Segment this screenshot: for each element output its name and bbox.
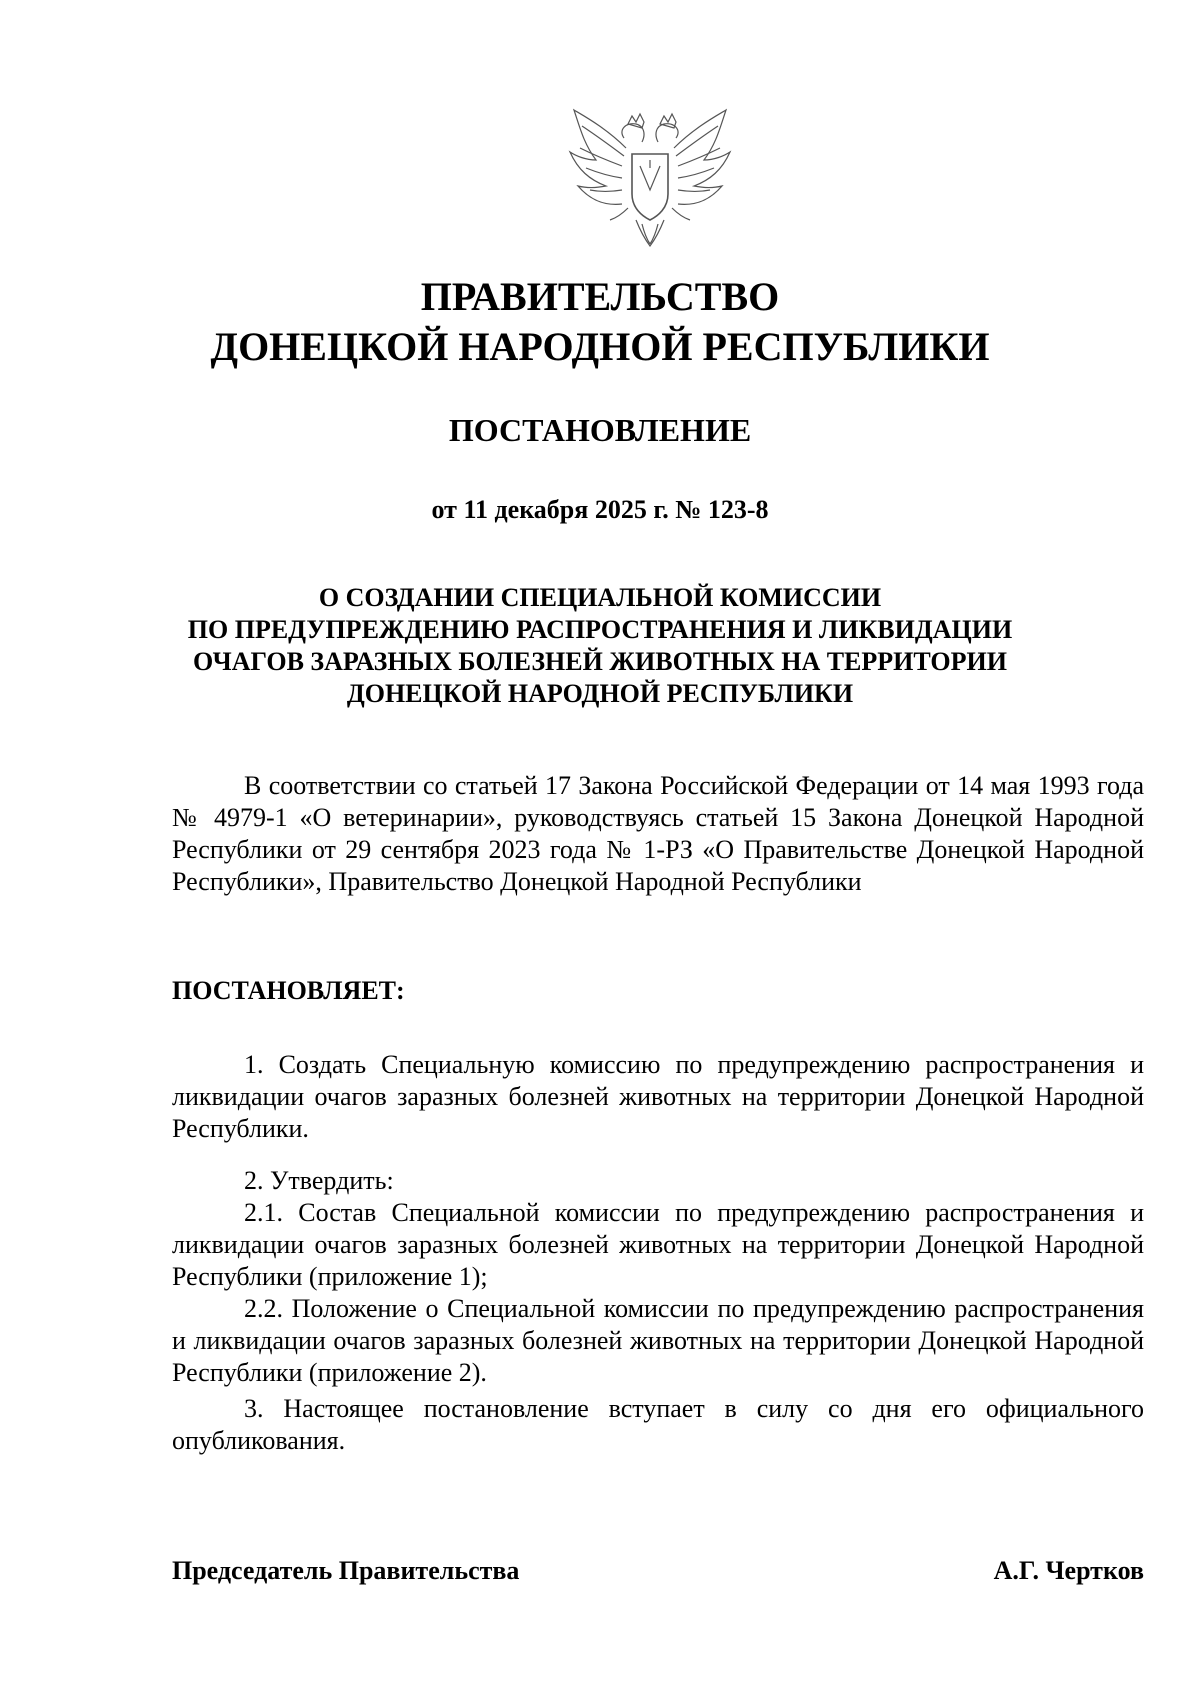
subject-line-1: О СОЗДАНИИ СПЕЦИАЛЬНОЙ КОМИССИИ (318, 583, 882, 612)
item-1-paragraph: 1. Создать Специальную комиссию по предупреждению распространения и ликвидации очагов заразных болезней животных на территории Донецкой Народной Республики. (172, 1050, 1144, 1143)
document-date-number: от 11 декабря 2025 г. № 123-8 (431, 495, 769, 524)
subject-line-4: ДОНЕЦКОЙ НАРОДНОЙ РЕСПУБЛИКИ (346, 679, 854, 708)
item-2-1-paragraph: 2.1. Состав Специальной комиссии по предупреждению распространения и ликвидации очагов заразных болезней животных на территории Донецкой Народной Республики (приложение 1); (172, 1198, 1144, 1291)
item-3-block (172, 1393, 1144, 1457)
signatory-name: А.Г. Чертков (993, 1556, 1144, 1585)
document-subject (0, 582, 1200, 710)
government-title-line-2: ДОНЕЦКОЙ НАРОДНОЙ РЕСПУБЛИКИ (210, 324, 990, 369)
subject-line-2: ПО ПРЕДУПРЕЖДЕНИЮ РАСПРОСТРАНЕНИЯ И ЛИКВИДАЦИИ (187, 615, 1013, 644)
preamble-block (172, 770, 1144, 898)
double-headed-eagle-emblem-icon (566, 108, 734, 256)
item-2-block (172, 1165, 1144, 1389)
subject-line-3: ОЧАГОВ ЗАРАЗНЫХ БОЛЕЗНЕЙ ЖИВОТНЫХ НА ТЕРРИТОРИИ (193, 647, 1007, 676)
government-title-line-1: ПРАВИТЕЛЬСТВО (420, 274, 780, 319)
government-title (0, 272, 1200, 372)
signatory-position: Председатель Правительства (172, 1556, 520, 1585)
document-type: ПОСТАНОВЛЕНИЕ (448, 412, 752, 448)
item-3-paragraph: 3. Настоящее постановление вступает в силу со дня его официального опубликования. (172, 1394, 1144, 1455)
preamble-paragraph: В соответствии со статьей 17 Закона Российской Федерации от 14 мая 1993 года № 4979-1 «О ветеринарии», руководствуясь статьей 15 Закона Донецкой Народной Республики от 29 сентября 2023 года № 1-РЗ «О Правительстве Донецкой Народной Республики», Правительство Донецкой Народной Республики (172, 771, 1144, 896)
item-1-block (172, 1049, 1144, 1145)
item-2-2-paragraph: 2.2. Положение о Специальной комиссии по предупреждению распространения и ликвидации очагов заразных болезней животных на территории Донецкой Народной Республики (приложение 2). (172, 1294, 1144, 1387)
decrees-heading: ПОСТАНОВЛЯЕТ: (172, 976, 405, 1005)
item-2-paragraph: 2. Утвердить: (244, 1166, 394, 1195)
